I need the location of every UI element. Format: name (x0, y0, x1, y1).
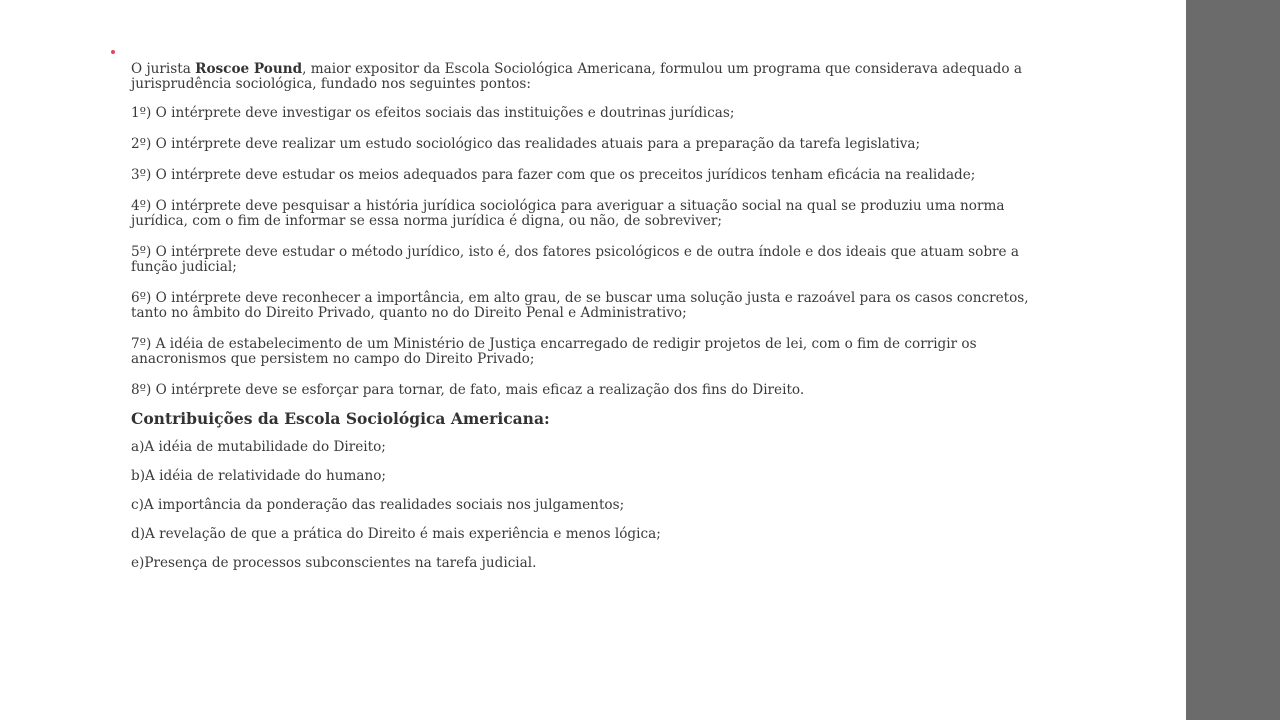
contribution-d: d)A revelação de que a prática do Direito é mais experiência e menos lógica; (131, 526, 661, 542)
point-5: 5º) O intérprete deve estudar o método jurídico, isto é, dos fatores psicológicos e de outra índole e dos ideais que atuam sobre a função judicial; (131, 244, 1019, 275)
point-8: 8º) O intérprete deve se esforçar para tornar, de fato, mais eficaz a realização dos fins do Direito. (131, 382, 805, 398)
point-2: 2º) O intérprete deve realizar um estudo sociológico das realidades atuais para a preparação da tarefa legislativa; (131, 136, 921, 152)
point-1: 1º) O intérprete deve investigar os efeitos sociais das instituições e doutrinas jurídicas; (131, 105, 735, 121)
point-7: 7º) A idéia de estabelecimento de um Ministério de Justiça encarregado de redigir projetos de lei, com o fim de corrigir os anacronismos que persistem no campo do Direito Privado; (131, 336, 977, 367)
side-panel (1186, 0, 1280, 720)
intro-name: Roscoe Pound (195, 61, 303, 77)
contribution-e: e)Presença de processos subconscientes na tarefa judicial. (131, 555, 537, 571)
point-4: 4º) O intérprete deve pesquisar a história jurídica sociológica para averiguar a situação social na qual se produziu uma norma jurídica, com o fim de informar se essa norma jurídica é digna, ou não, de sobreviver; (131, 198, 1005, 229)
intro-after: , maior expositor da Escola Sociológica Americana, formulou um programa que considerava adequado a jurisprudência sociológica, fundado nos seguintes pontos: (131, 61, 1022, 92)
intro-before: O jurista (131, 61, 196, 77)
contribution-a: a)A idéia de mutabilidade do Direito; (131, 439, 386, 455)
point-3: 3º) O intérprete deve estudar os meios adequados para fazer com que os preceitos jurídicos tenham eficácia na realidade; (131, 167, 976, 183)
point-6: 6º) O intérprete deve reconhecer a importância, em alto grau, de se buscar uma solução justa e razoável para os casos concretos, tanto no âmbito do Direito Privado, quanto no do Direito Penal e Administrativo; (131, 290, 1029, 321)
contributions-heading: Contribuições da Escola Sociológica Americana: (131, 409, 550, 428)
slide-body (131, 62, 1031, 585)
bullet-icon (111, 50, 115, 54)
contribution-b: b)A idéia de relatividade do humano; (131, 468, 387, 484)
contribution-c: c)A importância da ponderação das realidades sociais nos julgamentos; (131, 497, 625, 513)
intro-paragraph (131, 62, 1031, 92)
